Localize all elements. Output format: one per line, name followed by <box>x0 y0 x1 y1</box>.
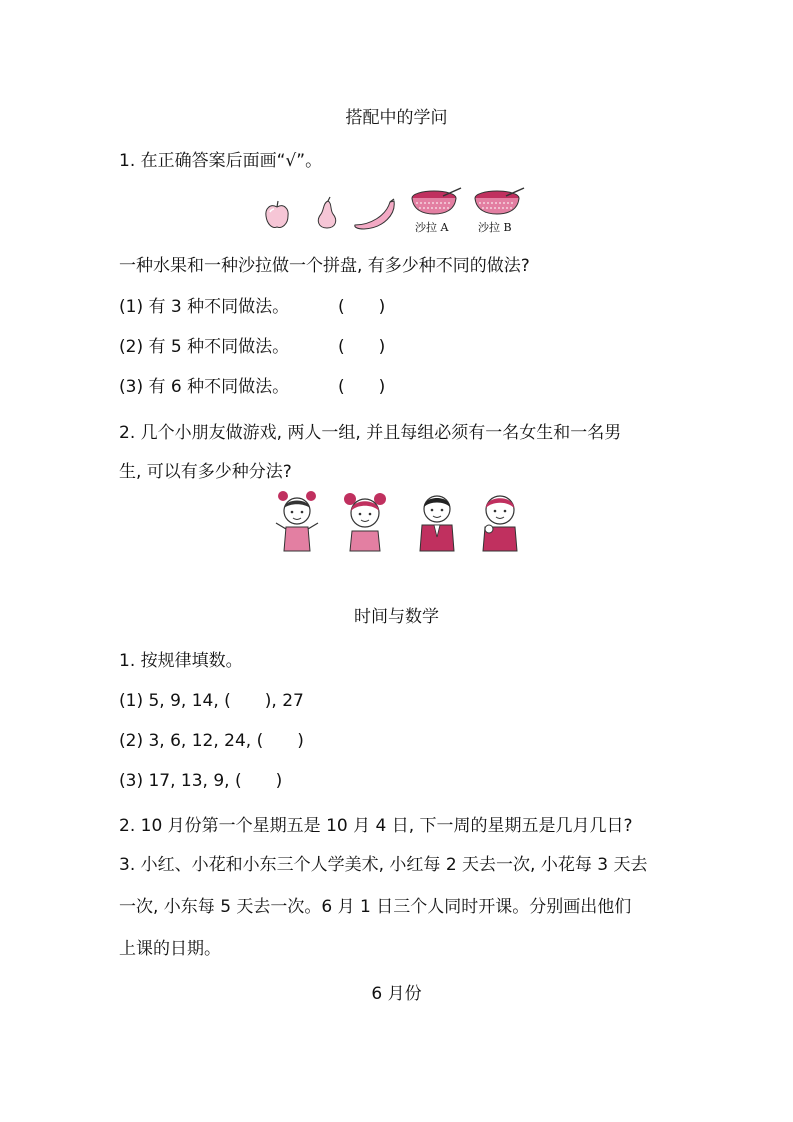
s2-question-3-line-1: 3. 小红、小花和小东三个人学美术, 小红每 2 天去一次, 小花每 3 天去 <box>119 855 648 875</box>
girl-1-icon <box>272 489 322 553</box>
boy-1-icon <box>412 489 462 553</box>
boy-2-icon <box>475 489 525 553</box>
answer-blank-2[interactable]: ( ) <box>338 337 386 357</box>
salad-bowl-icon <box>470 186 526 216</box>
sequence-2: (2) 3, 6, 12, 24, ( ) <box>119 731 304 751</box>
s2-question-3-line-2: 一次, 小东每 5 天去一次。6 月 1 日三个人同时开课。分别画出他们 <box>119 897 632 917</box>
salad-b-label: 沙拉 B <box>478 221 512 234</box>
answer-blank-1[interactable]: ( ) <box>338 297 386 317</box>
section-title-matching: 搭配中的学问 <box>345 108 448 128</box>
banana-icon <box>352 198 398 232</box>
s2-question-1-prompt: 1. 按规律填数。 <box>119 651 243 671</box>
option-3: (3) 有 6 种不同做法。 <box>119 377 290 397</box>
option-2: (2) 有 5 种不同做法。 <box>119 337 290 357</box>
salad-bowl-icon <box>407 186 463 216</box>
question-1-text: 一种水果和一种沙拉做一个拼盘, 有多少种不同的做法? <box>119 256 530 276</box>
question-1-prompt: 1. 在正确答案后面画“√”。 <box>119 151 323 171</box>
question-2-line-1: 2. 几个小朋友做游戏, 两人一组, 并且每组必须有一名女生和一名男 <box>119 423 622 443</box>
s2-question-2: 2. 10 月份第一个星期五是 10 月 4 日, 下一周的星期五是几月几日? <box>119 816 633 836</box>
girl-2-icon <box>340 489 390 553</box>
s2-question-3-line-3: 上课的日期。 <box>119 939 221 959</box>
salad-a-label: 沙拉 A <box>415 221 449 234</box>
option-1: (1) 有 3 种不同做法。 <box>119 297 290 317</box>
sequence-1: (1) 5, 9, 14, ( ), 27 <box>119 691 304 711</box>
month-label: 6 月份 <box>371 984 422 1004</box>
sequence-3: (3) 17, 13, 9, ( ) <box>119 771 283 791</box>
question-2-line-2: 生, 可以有多少种分法? <box>119 462 292 482</box>
pear-icon <box>315 196 339 230</box>
answer-blank-3[interactable]: ( ) <box>338 377 386 397</box>
section-title-time-and-math: 时间与数学 <box>354 607 439 627</box>
apple-icon <box>264 200 290 230</box>
